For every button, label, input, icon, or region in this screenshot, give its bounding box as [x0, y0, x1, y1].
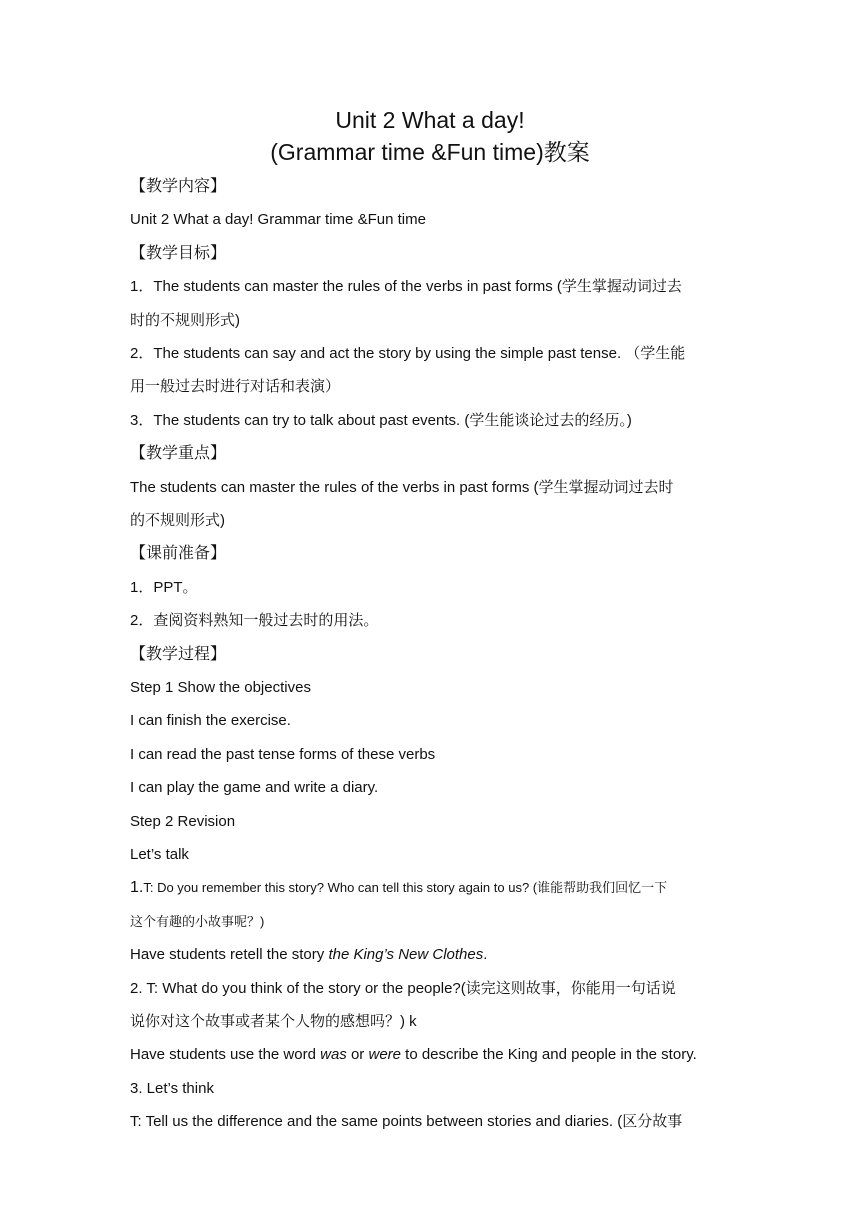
- describe-prefix: Have students use the word: [130, 1046, 321, 1064]
- question-1-text: T: Do you remember this story? Who can tell this story again to us? (谁能帮助我们回忆一下: [143, 880, 668, 896]
- step-2-heading: Step 2 Revision: [130, 812, 236, 830]
- goal-2-text-cont: 用一般过去时进行对话和表演）: [130, 378, 341, 396]
- prep-1-text: PPT。: [153, 578, 198, 596]
- goal-1-number: 1．: [130, 278, 154, 296]
- retell-instruction: [130, 938, 730, 971]
- goal-2-number: 2．: [130, 344, 154, 362]
- lets-talk-label: Let’s talk: [130, 845, 189, 863]
- lets-think-label: 3. Let’s think: [130, 1079, 214, 1097]
- prep-2-text: 查阅资料熟知一般过去时的用法。: [153, 612, 379, 630]
- title-line-1: Unit 2 What a day!: [335, 107, 525, 133]
- objective-2: I can read the past tense forms of these verbs: [130, 745, 436, 763]
- document-body: [130, 170, 730, 1138]
- preparation-item-2: [130, 604, 730, 637]
- goal-3: [130, 404, 730, 437]
- tell-difference-instruction: T: Tell us the difference and the same points between stories and diaries. (区分故事: [130, 1113, 683, 1131]
- retell-prefix: Have students retell the story: [130, 946, 329, 964]
- key-points-heading: 【教学重点】: [130, 445, 227, 463]
- word-were: were: [368, 1046, 401, 1064]
- key-points-text: [130, 471, 730, 538]
- describe-instruction: [130, 1038, 730, 1071]
- story-title: the King’s New Clothes: [328, 946, 484, 964]
- step-1-heading: Step 1 Show the objectives: [130, 678, 311, 696]
- goal-2: [130, 337, 730, 404]
- describe-or: or: [346, 1046, 369, 1064]
- goal-1: [130, 270, 730, 337]
- goal-3-text: The students can try to talk about past events. (学生能谈论过去的经历。): [153, 411, 632, 429]
- question-2-line-2: 说你对这个故事或者某个人物的感想吗？) k: [130, 1012, 417, 1030]
- key-points-line-1: The students can master the rules of the verbs in past forms (学生掌握动词过去时: [130, 478, 674, 496]
- title-line-2: (Grammar time &Fun time)教案: [270, 139, 590, 165]
- describe-suffix: to describe the King and people in the story.: [401, 1046, 697, 1064]
- content-text: Unit 2 What a day! Grammar time &Fun time: [130, 211, 426, 229]
- goal-3-number: 3．: [130, 411, 154, 429]
- word-was: was: [320, 1046, 347, 1064]
- process-heading: 【教学过程】: [130, 645, 227, 663]
- question-1: [130, 871, 730, 938]
- question-1-number: 1.: [130, 879, 144, 897]
- goals-heading: 【教学目标】: [130, 244, 227, 262]
- objective-3: I can play the game and write a diary.: [130, 779, 379, 797]
- prep-2-number: 2．: [130, 612, 154, 630]
- retell-suffix: .: [483, 946, 488, 964]
- question-2: [130, 972, 730, 1039]
- document-title: [130, 104, 730, 168]
- goal-1-text-cont: 时的不规则形式): [130, 311, 240, 329]
- objective-1: I can finish the exercise.: [130, 712, 291, 730]
- prep-1-number: 1．: [130, 578, 154, 596]
- document-page: [130, 104, 730, 1138]
- content-heading: 【教学内容】: [130, 178, 227, 195]
- goal-2-text: The students can say and act the story by using the simple past tense. （学生能: [153, 344, 686, 362]
- key-points-line-2: 的不规则形式): [130, 511, 225, 529]
- goal-1-text: The students can master the rules of the verbs in past forms (学生掌握动词过去: [153, 278, 682, 296]
- question-2-line-1: 2. T: What do you think of the story or the people?(读完这则故事，你能用一句话说: [130, 979, 676, 997]
- preparation-item-1: [130, 571, 730, 604]
- preparation-heading: 【课前准备】: [130, 545, 227, 563]
- question-1-text-cont: 这个有趣的小故事呢？): [130, 913, 265, 929]
